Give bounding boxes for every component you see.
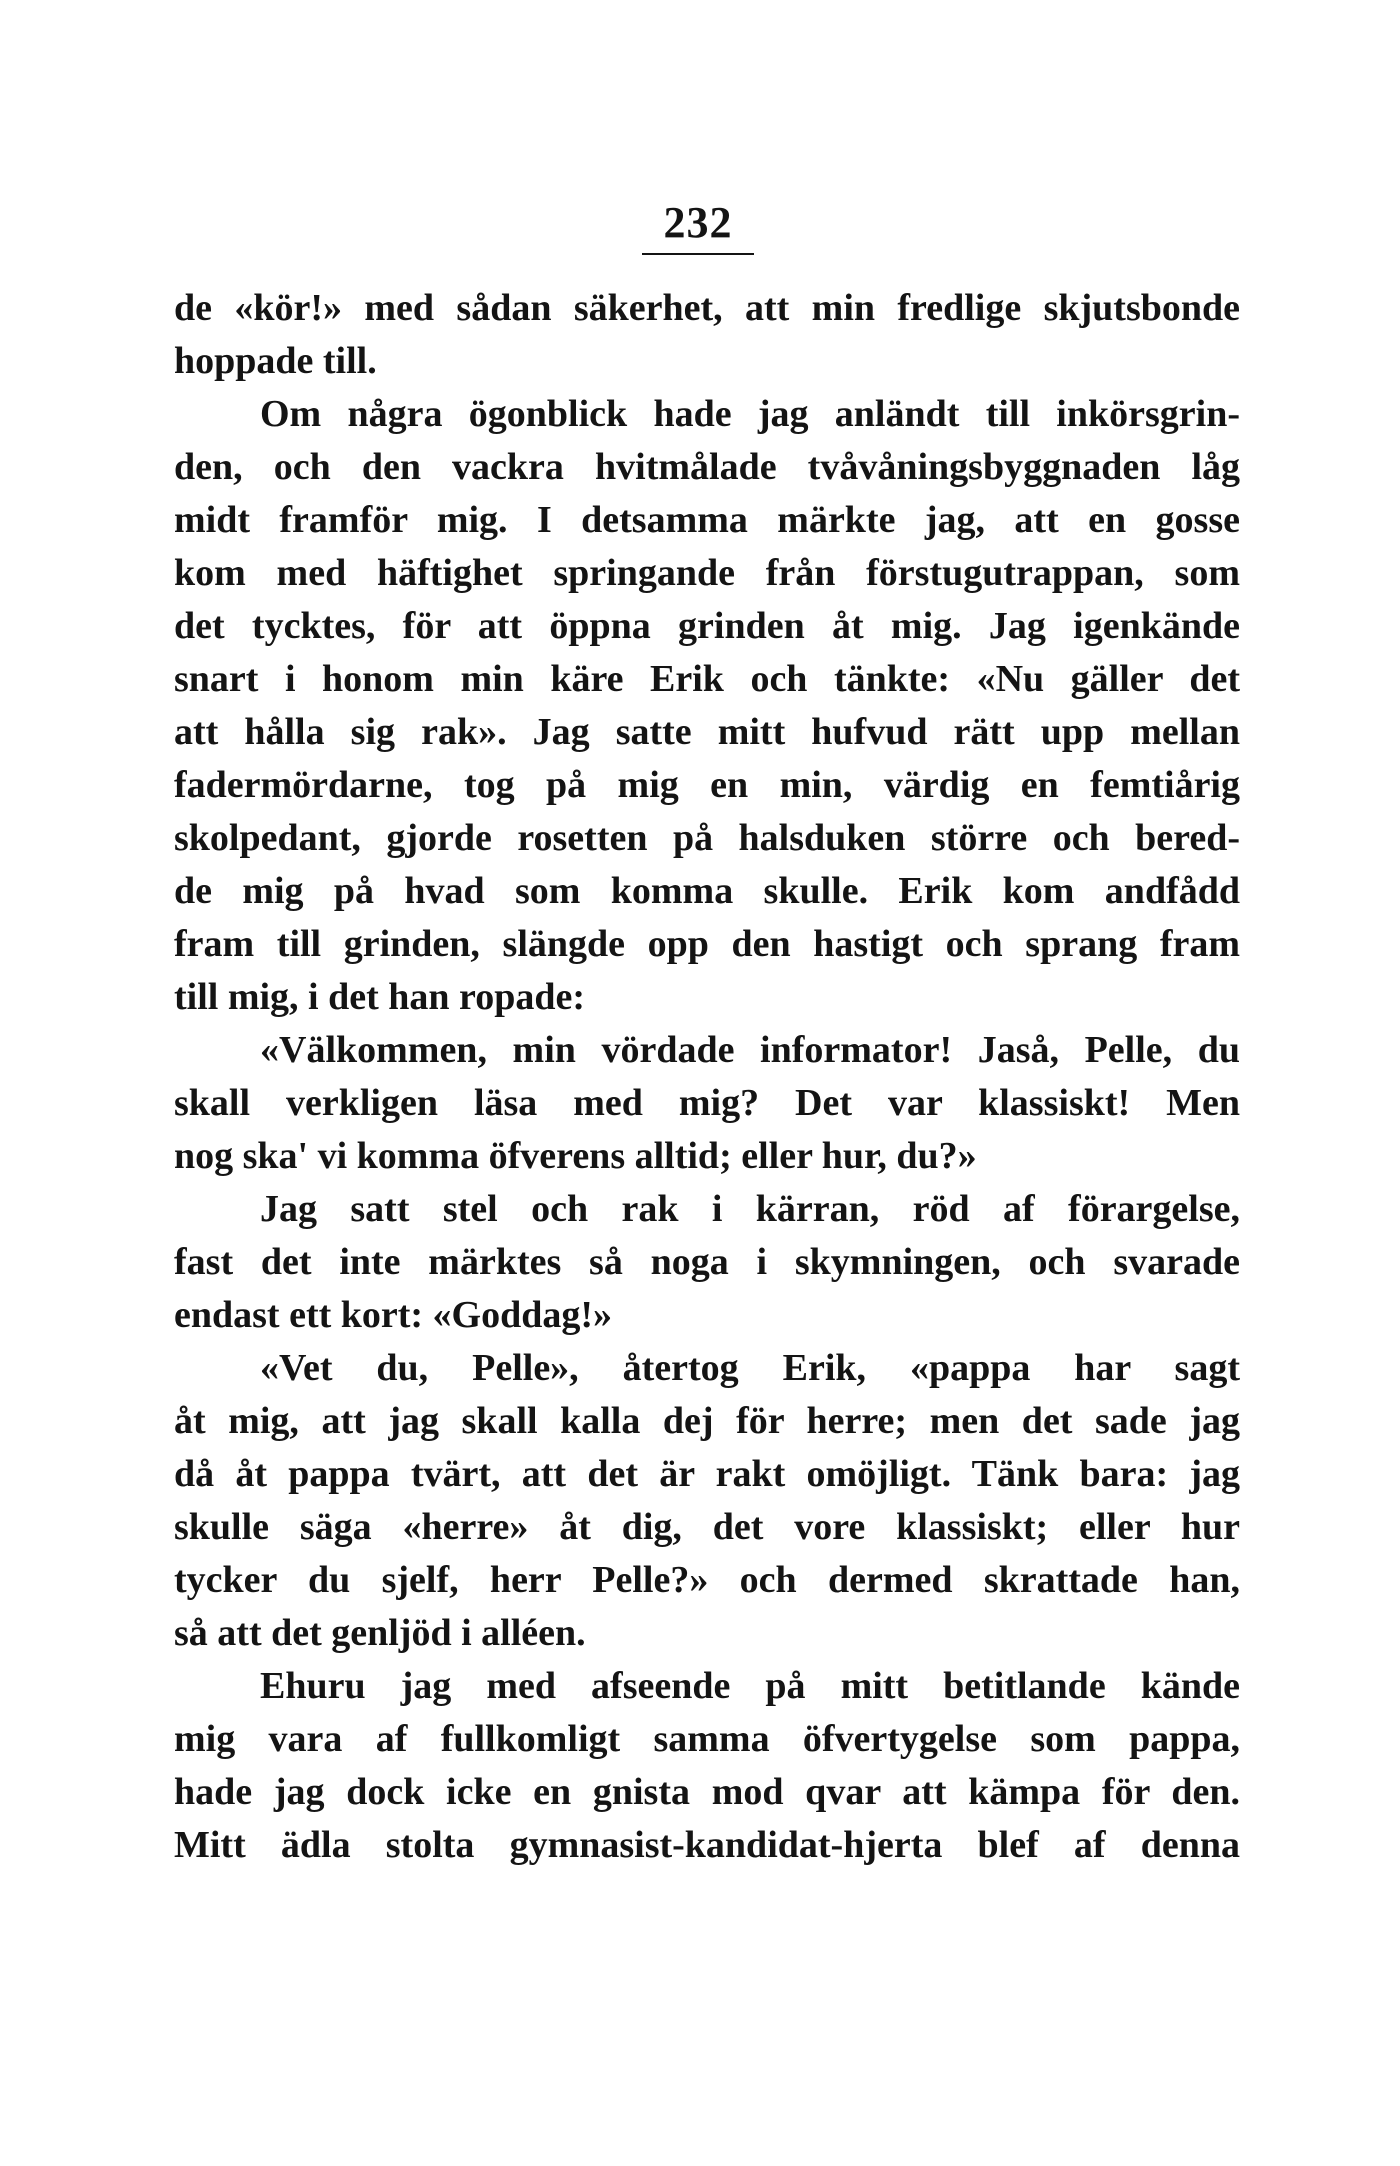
text-line: midt framför mig. I detsamma märkte jag, att en gosse: [174, 499, 1240, 541]
text-line: fram till grinden, slängde opp den hastigt och sprang fram: [174, 923, 1240, 965]
text-line: åt mig, att jag skall kalla dej för herre; men det sade jag: [174, 1400, 1240, 1442]
text-line: till mig, i det han ropade:: [174, 976, 585, 1018]
text-line: Ehuru jag med afseende på mitt betitlande kände: [260, 1665, 1240, 1707]
text-line: skall verkligen läsa med mig? Det var klassiskt! Men: [174, 1082, 1240, 1124]
text-line: mig vara af fullkomligt samma öfvertygelse som pappa,: [174, 1718, 1240, 1760]
text-line: kom med häftighet springande från förstugutrappan, som: [174, 552, 1240, 594]
page-number-rule: [642, 253, 754, 255]
text-line: snart i honom min käre Erik och tänkte: «Nu gäller det: [174, 658, 1240, 700]
text-line: tycker du sjelf, herr Pelle?» och dermed skrattade han,: [174, 1559, 1240, 1601]
text-line: «Välkommen, min vördade informator! Jaså, Pelle, du: [260, 1029, 1240, 1071]
text-line: skulle säga «herre» åt dig, det vore klassiskt; eller hur: [174, 1506, 1240, 1548]
page-number: 232: [663, 198, 733, 247]
text-line: de mig på hvad som komma skulle. Erik kom andfådd: [174, 870, 1240, 912]
text-line: hoppade till.: [174, 340, 377, 382]
text-line: de «kör!» med sådan säkerhet, att min fredlige skjutsbonde: [174, 287, 1240, 329]
text-line: fast det inte märktes så noga i skymningen, och svarade: [174, 1241, 1240, 1283]
text-line: hade jag dock icke en gnista mod qvar att kämpa för den.: [174, 1771, 1240, 1813]
text-line: fadermördarne, tog på mig en min, värdig en femtiårig: [174, 764, 1240, 806]
text-line: nog ska' vi komma öfverens alltid; eller hur, du?»: [174, 1135, 977, 1177]
text-line: den, och den vackra hvitmålade tvåvåningsbyggnaden låg: [174, 446, 1240, 488]
text-line: endast ett kort: «Goddag!»: [174, 1294, 613, 1336]
text-line: skolpedant, gjorde rosetten på halsduken större och bered-: [174, 817, 1240, 859]
text-line: då åt pappa tvärt, att det är rakt omöjligt. Tänk bara: jag: [174, 1453, 1240, 1495]
text-line: så att det genljöd i alléen.: [174, 1612, 586, 1654]
text-line: Mitt ädla stolta gymnasist-kandidat-hjerta blef af denna: [174, 1824, 1240, 1866]
text-line: «Vet du, Pelle», återtog Erik, «pappa har sagt: [260, 1347, 1240, 1389]
text-line: Om några ögonblick hade jag anländt till inkörsgrin-: [260, 393, 1240, 435]
body-text: [174, 282, 1240, 1872]
text-line: att hålla sig rak». Jag satte mitt hufvud rätt upp mellan: [174, 711, 1240, 753]
text-line: det tycktes, för att öppna grinden åt mig. Jag igenkände: [174, 605, 1240, 647]
text-line: Jag satt stel och rak i kärran, röd af förargelse,: [260, 1188, 1240, 1230]
